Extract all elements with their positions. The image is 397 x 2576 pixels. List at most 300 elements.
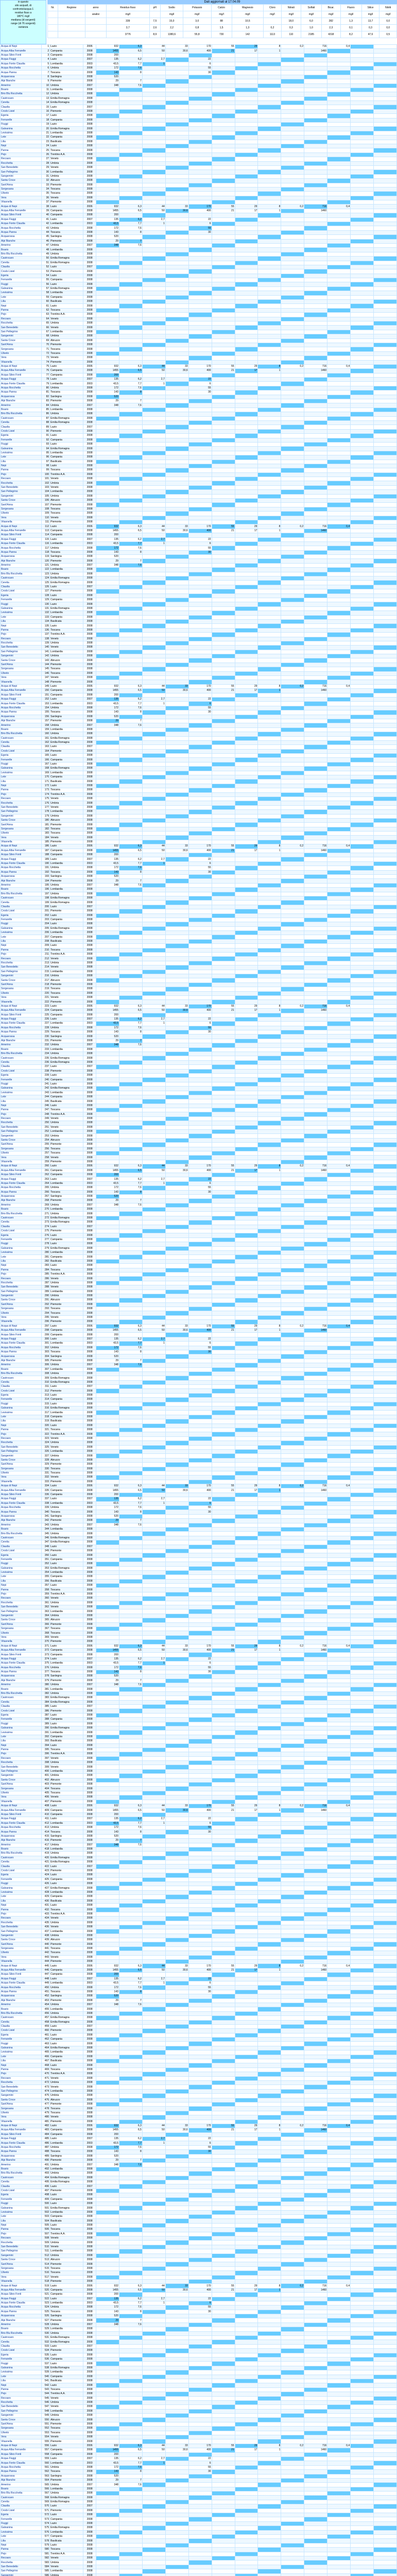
water-name-link[interactable]: Acquarossa (1, 235, 42, 239)
water-name-link[interactable]: Acquarossa (1, 555, 42, 559)
water-name-link[interactable]: Fiuggi (1, 123, 42, 127)
table-row[interactable] (1, 676, 397, 680)
table-row[interactable] (1, 321, 397, 326)
table-row[interactable] (1, 1151, 397, 1156)
water-name-link[interactable]: Galvanina (1, 1087, 42, 1091)
water-name-link[interactable]: Castrocaro (1, 1216, 42, 1220)
water-name-link[interactable]: Uliveto (1, 671, 42, 675)
table-row[interactable] (1, 179, 397, 183)
table-row[interactable] (1, 343, 397, 347)
water-name-link[interactable]: Sorgesana (1, 347, 42, 351)
water-name-link[interactable]: Acqua Fiuggi (1, 537, 42, 541)
table-row[interactable] (1, 796, 397, 801)
table-row[interactable] (1, 827, 397, 831)
water-name-link[interactable]: San Pellegrino (1, 490, 42, 494)
water-name-link[interactable]: Panna (1, 788, 42, 792)
water-name-link[interactable]: Brio Blu Rocchetta (1, 732, 42, 736)
table-row[interactable] (1, 148, 397, 152)
table-row[interactable] (1, 524, 397, 529)
table-row[interactable] (1, 472, 397, 477)
water-name-link[interactable]: Claudia (1, 745, 42, 749)
table-row[interactable] (1, 667, 397, 671)
water-name-link[interactable]: Castrocaro (1, 896, 42, 900)
table-row[interactable] (1, 1194, 397, 1198)
water-name-link[interactable]: Egeria (1, 594, 42, 598)
table-row[interactable] (1, 192, 397, 196)
table-row[interactable] (1, 71, 397, 75)
table-row[interactable] (1, 702, 397, 706)
water-name-link[interactable]: Cerelia (1, 101, 42, 105)
water-name-link[interactable]: Egeria (1, 913, 42, 918)
table-row[interactable] (1, 364, 397, 368)
water-name-link[interactable]: Brio Blu Rocchetta (1, 892, 42, 896)
table-row[interactable] (1, 953, 397, 957)
water-name-link[interactable]: Cerelia (1, 261, 42, 265)
water-name-link[interactable]: Levissima (1, 131, 42, 135)
water-name-link[interactable]: San Benedetto (1, 485, 42, 489)
water-name-link[interactable]: Acqua Alba Ferrarelle (1, 209, 42, 213)
table-row[interactable] (1, 749, 397, 753)
water-name-link[interactable]: Acqua Fonte Claudia (1, 382, 42, 386)
water-name-link[interactable]: Levissima (1, 931, 42, 935)
water-name-link[interactable]: Panna (1, 468, 42, 472)
table-row[interactable] (1, 1190, 397, 1194)
table-row[interactable] (1, 131, 397, 135)
water-name-link[interactable]: Sorgesana (1, 187, 42, 191)
table-row[interactable] (1, 217, 397, 222)
table-row[interactable] (1, 1082, 397, 1086)
water-name-link[interactable]: Nepi (1, 784, 42, 788)
table-row[interactable] (1, 477, 397, 481)
water-name-link[interactable]: Recoaro (1, 957, 42, 961)
table-row[interactable] (1, 243, 397, 247)
water-name-link[interactable]: Claudia (1, 585, 42, 589)
table-row[interactable] (1, 395, 397, 399)
table-row[interactable] (1, 1143, 397, 1147)
water-name-link[interactable]: Claudia (1, 1065, 42, 1069)
table-row[interactable] (1, 105, 397, 109)
table-row[interactable] (1, 857, 397, 861)
water-name-link[interactable]: Lete (1, 935, 42, 939)
water-name-link[interactable]: Vera (1, 1156, 42, 1160)
table-row[interactable] (1, 710, 397, 715)
water-name-link[interactable]: Brio Blu Rocchetta (1, 252, 42, 256)
table-row[interactable] (1, 425, 397, 429)
table-row[interactable] (1, 520, 397, 524)
table-row[interactable] (1, 429, 397, 433)
water-name-link[interactable]: Nepi (1, 304, 42, 308)
table-row[interactable] (1, 1095, 397, 1099)
table-row[interactable] (1, 1035, 397, 1039)
table-row[interactable] (1, 654, 397, 658)
water-name-link[interactable]: Amerino (1, 723, 42, 727)
table-row[interactable] (1, 1199, 397, 1203)
water-name-link[interactable]: San Benedetto (1, 1125, 42, 1129)
table-row[interactable] (1, 680, 397, 684)
table-row[interactable] (1, 779, 397, 784)
water-name-link[interactable]: Acqua Panna (1, 71, 42, 75)
water-name-link[interactable]: Acqua Sileo Fonti (1, 373, 42, 377)
water-name-link[interactable]: Alpi Bianche (1, 1039, 42, 1043)
table-row[interactable] (1, 274, 397, 278)
table-row[interactable] (1, 563, 397, 567)
table-row[interactable] (1, 512, 397, 516)
water-name-link[interactable]: Cerelia (1, 740, 42, 744)
water-name-link[interactable]: Ferrarelle (1, 278, 42, 282)
water-name-link[interactable]: Acqua Sileo Fonti (1, 1013, 42, 1017)
water-name-link[interactable]: Alpi Bianche (1, 879, 42, 883)
water-name-link[interactable]: Santa Croce (1, 978, 42, 982)
water-name-link[interactable]: Acqua Panna (1, 1030, 42, 1035)
table-row[interactable] (1, 347, 397, 351)
table-row[interactable] (1, 1147, 397, 1151)
table-row[interactable] (1, 1121, 397, 1125)
water-name-link[interactable]: Sangemini (1, 334, 42, 338)
water-name-link[interactable]: Boario (1, 568, 42, 572)
table-row[interactable] (1, 697, 397, 701)
water-name-link[interactable]: Lilia (1, 460, 42, 464)
water-name-link[interactable]: Rocchetta (1, 161, 42, 165)
table-row[interactable] (1, 732, 397, 736)
water-name-link[interactable]: Rocchetta (1, 961, 42, 965)
water-name-link[interactable]: Acquarossa (1, 395, 42, 399)
water-name-link[interactable]: Lete (1, 1095, 42, 1099)
water-name-link[interactable]: Acqua Sileo Fonti (1, 533, 42, 537)
table-row[interactable] (1, 671, 397, 675)
table-row[interactable] (1, 883, 397, 887)
water-name-link[interactable]: Panna (1, 308, 42, 312)
water-name-link[interactable]: Cerelia (1, 581, 42, 585)
table-row[interactable] (1, 823, 397, 827)
table-row[interactable] (1, 66, 397, 70)
table-row[interactable] (1, 909, 397, 913)
table-row[interactable] (1, 1203, 397, 1207)
water-name-link[interactable]: Acqua Sileo Fonti (1, 53, 42, 57)
table-row[interactable] (1, 170, 397, 174)
table-row[interactable] (1, 1160, 397, 1164)
table-row[interactable] (1, 546, 397, 550)
table-row[interactable] (1, 79, 397, 83)
table-row[interactable] (1, 378, 397, 382)
table-row[interactable] (1, 719, 397, 723)
water-name-link[interactable]: Pejo (1, 472, 42, 477)
water-name-link[interactable]: Alpi Bianche (1, 79, 42, 83)
table-row[interactable] (1, 896, 397, 900)
table-row[interactable] (1, 537, 397, 541)
water-name-link[interactable]: Brio Blu Rocchetta (1, 572, 42, 576)
table-row[interactable] (1, 451, 397, 455)
water-name-link[interactable]: Acqua Fiuggi (1, 1017, 42, 1021)
water-name-link[interactable]: Galvanina (1, 127, 42, 131)
water-name-link[interactable]: Alpi Bianche (1, 719, 42, 723)
water-name-link[interactable]: Crodo Lisiel (1, 109, 42, 113)
water-name-link[interactable]: Acqua Fiuggi (1, 857, 42, 861)
table-row[interactable] (1, 870, 397, 874)
water-name-link[interactable]: Acqua Fonte Claudia (1, 222, 42, 226)
water-name-link[interactable]: Acqua Rocchetta (1, 226, 42, 230)
table-row[interactable] (1, 334, 397, 338)
water-name-link[interactable]: Nepi (1, 624, 42, 628)
water-name-link[interactable]: Sorgesana (1, 987, 42, 991)
water-name-link[interactable]: Rocchetta (1, 641, 42, 645)
water-name-link[interactable]: Acqua Rocchetta (1, 1186, 42, 1190)
water-name-link[interactable]: San Pellegrino (1, 330, 42, 334)
table-row[interactable] (1, 248, 397, 252)
water-name-link[interactable]: Crodo Lisiel (1, 749, 42, 753)
water-name-link[interactable]: Acquarossa (1, 1194, 42, 1198)
table-row[interactable] (1, 1099, 397, 1104)
water-name-link[interactable]: Acqua Alba Ferrarelle (1, 49, 42, 53)
table-row[interactable] (1, 615, 397, 619)
water-name-link[interactable]: Acqua Alba Ferrarelle (1, 849, 42, 853)
water-name-link[interactable]: Crodo Lisiel (1, 589, 42, 594)
water-name-link[interactable]: Acqua Fonte Claudia (1, 541, 42, 546)
water-name-link[interactable]: Galvanina (1, 926, 42, 930)
table-row[interactable] (1, 1164, 397, 1168)
table-row[interactable] (1, 265, 397, 269)
water-name-link[interactable]: Lete (1, 455, 42, 460)
water-name-link[interactable]: Recoaro (1, 317, 42, 321)
water-name-link[interactable]: Levissima (1, 291, 42, 295)
water-name-link[interactable]: San Pellegrino (1, 810, 42, 814)
table-row[interactable] (1, 88, 397, 92)
table-row[interactable] (1, 1173, 397, 1177)
table-row[interactable] (1, 689, 397, 693)
water-name-link[interactable]: Egeria (1, 114, 42, 118)
water-name-link[interactable]: Crodo Lisiel (1, 429, 42, 433)
water-name-link[interactable]: Brio Blu Rocchetta (1, 1212, 42, 1216)
water-name-link[interactable]: Acqua Sileo Fonti (1, 1173, 42, 1177)
water-name-link[interactable]: Acqua Fiuggi (1, 697, 42, 701)
water-name-link[interactable]: Ferrarelle (1, 438, 42, 442)
water-name-link[interactable]: Acqua Rocchetta (1, 546, 42, 550)
water-name-link[interactable]: Nepi (1, 944, 42, 948)
table-row[interactable] (1, 1026, 397, 1030)
water-name-link[interactable]: Acqua Sileo Fonti (1, 693, 42, 697)
table-row[interactable] (1, 1022, 397, 1026)
water-name-link[interactable]: Lilia (1, 619, 42, 623)
table-row[interactable] (1, 53, 397, 57)
water-name-link[interactable]: Acqua Alba Ferrarelle (1, 1168, 42, 1173)
water-name-link[interactable]: Rocchetta (1, 321, 42, 326)
water-name-link[interactable]: Santa Croce (1, 818, 42, 822)
table-row[interactable] (1, 1216, 397, 1220)
table-row[interactable] (1, 1004, 397, 1008)
table-row[interactable] (1, 62, 397, 66)
water-name-link[interactable]: Sant'Anna (1, 503, 42, 507)
water-name-link[interactable]: Acqua di Nepi (1, 844, 42, 849)
table-row[interactable] (1, 200, 397, 205)
water-name-link[interactable]: Panna (1, 948, 42, 952)
table-row[interactable] (1, 295, 397, 299)
table-row[interactable] (1, 619, 397, 623)
water-name-link[interactable]: Acqua Sileo Fonti (1, 853, 42, 857)
table-row[interactable] (1, 1009, 397, 1013)
water-name-link[interactable]: Ferrarelle (1, 918, 42, 922)
water-name-link[interactable]: Acqua Fiuggi (1, 1177, 42, 1181)
table-row[interactable] (1, 987, 397, 991)
water-name-link[interactable]: Vera (1, 995, 42, 999)
table-row[interactable] (1, 152, 397, 157)
water-name-link[interactable]: Acqua Sileo Fonti (1, 213, 42, 217)
water-name-link[interactable]: Vera (1, 516, 42, 520)
water-name-link[interactable]: Ferrarelle (1, 758, 42, 762)
water-name-link[interactable]: Vitasnella (1, 1000, 42, 1004)
water-name-link[interactable]: Boario (1, 88, 42, 92)
table-row[interactable] (1, 278, 397, 282)
table-row[interactable] (1, 585, 397, 589)
water-name-link[interactable]: Rocchetta (1, 481, 42, 485)
water-name-link[interactable]: Amerino (1, 883, 42, 887)
table-row[interactable] (1, 633, 397, 637)
table-row[interactable] (1, 507, 397, 511)
water-name-link[interactable]: Sant'Anna (1, 982, 42, 987)
table-row[interactable] (1, 49, 397, 53)
table-row[interactable] (1, 416, 397, 420)
water-name-link[interactable]: Levissima (1, 1091, 42, 1095)
table-row[interactable] (1, 1043, 397, 1047)
table-row[interactable] (1, 784, 397, 788)
table-row[interactable] (1, 792, 397, 796)
water-name-link[interactable]: San Pellegrino (1, 970, 42, 974)
table-row[interactable] (1, 286, 397, 291)
water-name-link[interactable]: Sant'Anna (1, 343, 42, 347)
table-row[interactable] (1, 75, 397, 79)
table-row[interactable] (1, 447, 397, 451)
water-name-link[interactable]: Recoaro (1, 477, 42, 481)
table-row[interactable] (1, 308, 397, 312)
water-name-link[interactable]: Castrocaro (1, 1056, 42, 1060)
water-name-link[interactable]: Amerino (1, 1203, 42, 1207)
water-name-link[interactable]: Boario (1, 248, 42, 252)
table-row[interactable] (1, 127, 397, 131)
table-row[interactable] (1, 771, 397, 775)
table-row[interactable] (1, 948, 397, 952)
water-name-link[interactable]: Amerino (1, 243, 42, 247)
water-name-link[interactable]: Vitasnella (1, 520, 42, 524)
table-row[interactable] (1, 412, 397, 416)
table-row[interactable] (1, 464, 397, 468)
water-name-link[interactable]: Acqua di Nepi (1, 684, 42, 688)
water-name-link[interactable]: Uliveto (1, 1151, 42, 1156)
table-row[interactable] (1, 442, 397, 446)
table-row[interactable] (1, 577, 397, 581)
table-row[interactable] (1, 1116, 397, 1121)
table-row[interactable] (1, 879, 397, 883)
water-name-link[interactable]: Brio Blu Rocchetta (1, 1052, 42, 1056)
table-row[interactable] (1, 1186, 397, 1190)
table-row[interactable] (1, 269, 397, 274)
water-name-link[interactable]: Acqua di Nepi (1, 1164, 42, 1168)
water-name-link[interactable]: Vera (1, 196, 42, 200)
water-name-link[interactable]: Rocchetta (1, 1121, 42, 1125)
water-name-link[interactable]: Lilia (1, 779, 42, 784)
water-name-link[interactable]: San Benedetto (1, 965, 42, 970)
table-row[interactable] (1, 481, 397, 485)
table-row[interactable] (1, 611, 397, 615)
water-name-link[interactable]: Fiuggi (1, 282, 42, 286)
water-name-link[interactable]: Nepi (1, 1104, 42, 1108)
water-name-link[interactable]: Ferrarelle (1, 118, 42, 122)
table-row[interactable] (1, 961, 397, 965)
table-row[interactable] (1, 209, 397, 213)
water-name-link[interactable]: Acquarossa (1, 715, 42, 719)
table-row[interactable] (1, 970, 397, 974)
table-row[interactable] (1, 836, 397, 840)
table-row[interactable] (1, 1087, 397, 1091)
water-name-link[interactable]: Acquarossa (1, 1035, 42, 1039)
table-row[interactable] (1, 646, 397, 650)
table-row[interactable] (1, 922, 397, 926)
water-name-link[interactable]: Lilia (1, 140, 42, 144)
water-name-link[interactable]: Lete (1, 295, 42, 299)
water-name-link[interactable]: Vitasnella (1, 1160, 42, 1164)
water-name-link[interactable]: Brio Blu Rocchetta (1, 92, 42, 96)
water-name-link[interactable]: Amerino (1, 403, 42, 408)
water-name-link[interactable]: Sorgesana (1, 507, 42, 511)
table-row[interactable] (1, 382, 397, 386)
water-name-link[interactable]: Alpi Bianche (1, 1199, 42, 1203)
table-row[interactable] (1, 304, 397, 308)
water-name-link[interactable]: Fiuggi (1, 1082, 42, 1086)
water-name-link[interactable]: Acqua Rocchetta (1, 706, 42, 710)
table-row[interactable] (1, 157, 397, 161)
water-name-link[interactable]: Acqua Fonte Claudia (1, 62, 42, 66)
table-row[interactable] (1, 494, 397, 498)
water-name-link[interactable]: Acqua Fiuggi (1, 378, 42, 382)
water-name-link[interactable]: Lete (1, 775, 42, 779)
table-row[interactable] (1, 541, 397, 546)
table-row[interactable] (1, 995, 397, 999)
table-row[interactable] (1, 931, 397, 935)
water-name-link[interactable]: Sangemini (1, 494, 42, 498)
table-row[interactable] (1, 978, 397, 982)
water-name-link[interactable]: Castrocaro (1, 257, 42, 261)
water-name-link[interactable]: Fiuggi (1, 922, 42, 926)
table-row[interactable] (1, 92, 397, 96)
water-name-link[interactable]: Pejo (1, 792, 42, 796)
water-name-link[interactable]: Levissima (1, 451, 42, 455)
water-name-link[interactable]: Egeria (1, 754, 42, 758)
water-name-link[interactable]: Recoaro (1, 796, 42, 801)
water-name-link[interactable]: San Benedetto (1, 326, 42, 330)
table-row[interactable] (1, 805, 397, 809)
table-row[interactable] (1, 83, 397, 88)
table-row[interactable] (1, 663, 397, 667)
table-row[interactable] (1, 1047, 397, 1052)
water-name-link[interactable]: Acqua Panna (1, 710, 42, 715)
table-row[interactable] (1, 235, 397, 239)
water-name-link[interactable]: Acqua Fonte Claudia (1, 861, 42, 866)
water-name-link[interactable]: Castrocaro (1, 416, 42, 420)
table-row[interactable] (1, 391, 397, 395)
water-name-link[interactable]: Uliveto (1, 832, 42, 836)
table-row[interactable] (1, 1208, 397, 1212)
table-row[interactable] (1, 555, 397, 559)
table-row[interactable] (1, 706, 397, 710)
water-name-link[interactable]: San Benedetto (1, 805, 42, 809)
water-name-link[interactable]: San Benedetto (1, 646, 42, 650)
water-name-link[interactable]: Acquarossa (1, 875, 42, 879)
table-row[interactable] (1, 745, 397, 749)
water-name-link[interactable]: Pejo (1, 1112, 42, 1116)
table-row[interactable] (1, 832, 397, 836)
water-name-link[interactable]: Uliveto (1, 192, 42, 196)
water-name-link[interactable]: Panna (1, 628, 42, 632)
table-row[interactable] (1, 460, 397, 464)
water-name-link[interactable]: Nepi (1, 144, 42, 148)
table-row[interactable] (1, 1181, 397, 1185)
